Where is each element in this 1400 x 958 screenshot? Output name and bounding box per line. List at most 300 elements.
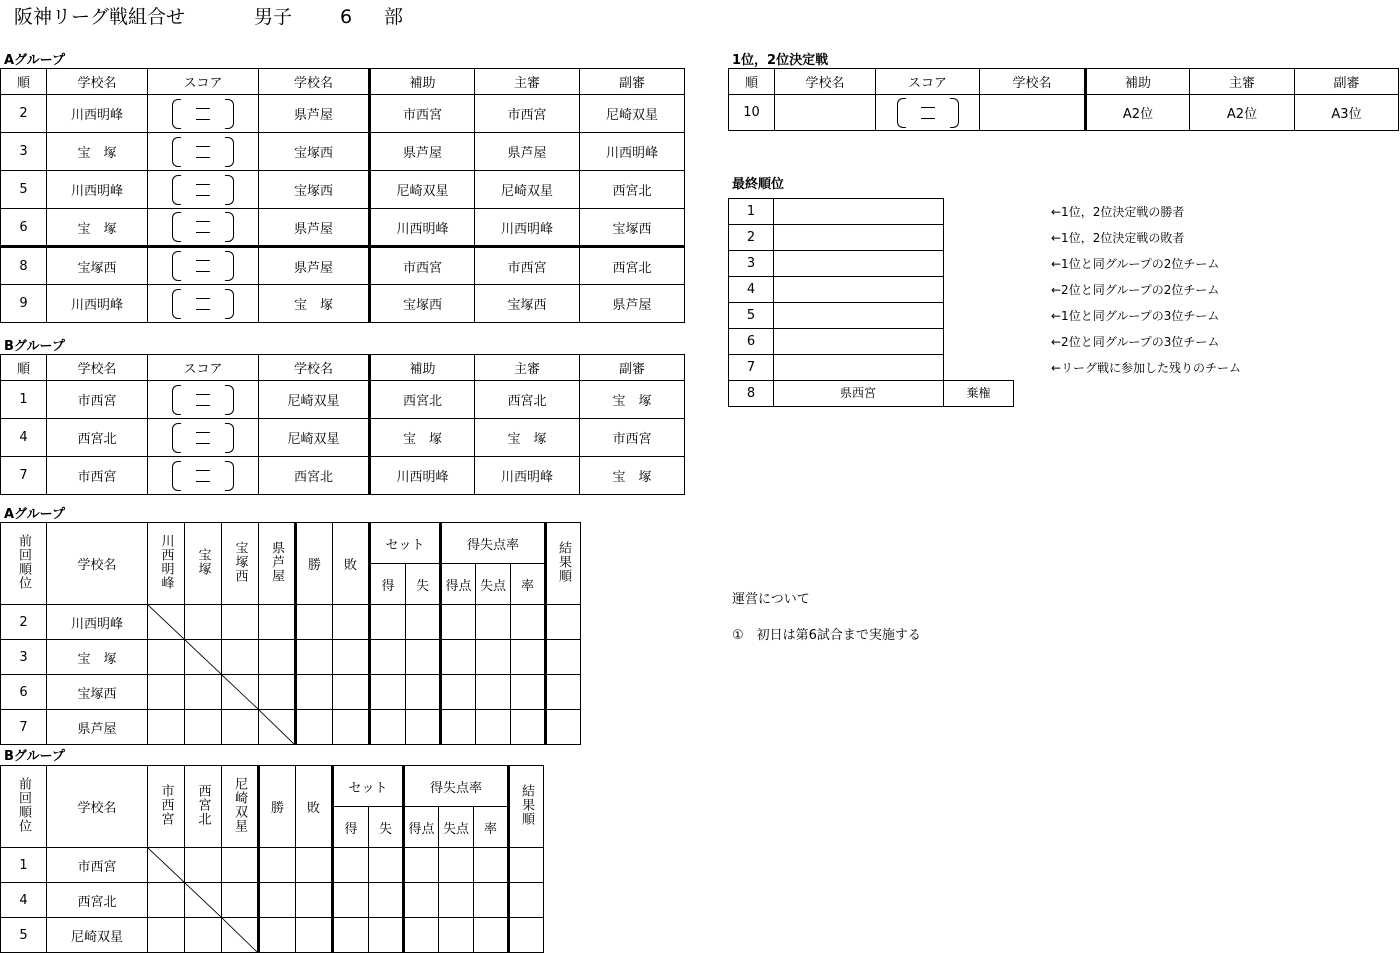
set-won-cell[interactable] bbox=[370, 640, 406, 675]
set-won-cell[interactable] bbox=[370, 675, 406, 710]
prev-rank: 1 bbox=[1, 848, 47, 883]
ranking-school[interactable] bbox=[773, 224, 944, 251]
header-opponent bbox=[222, 523, 259, 605]
header-prev-rank bbox=[1, 766, 47, 848]
points-for-cell[interactable] bbox=[441, 605, 476, 640]
header-sub-referee: 副審 bbox=[580, 355, 685, 381]
set-won-cell[interactable] bbox=[370, 710, 406, 745]
match-number: 10 bbox=[729, 95, 775, 131]
schedule-header-row bbox=[729, 69, 1399, 95]
assist-school: 川西明峰 bbox=[370, 457, 475, 495]
set-won-cell[interactable] bbox=[370, 605, 406, 640]
away-school: 県芦屋 bbox=[259, 209, 370, 247]
header-win: 勝 bbox=[259, 766, 296, 848]
score-bracket bbox=[172, 385, 234, 415]
header-order: 順 bbox=[1, 69, 47, 95]
sub-referee-school: 県芦屋 bbox=[580, 285, 685, 323]
away-school: 尼崎双星 bbox=[259, 381, 370, 419]
final-match-table bbox=[728, 68, 1399, 131]
header-assist: 補助 bbox=[1086, 69, 1190, 95]
match-number: 8 bbox=[1, 247, 47, 285]
home-school: 川西明峰 bbox=[47, 95, 148, 133]
ranking-note: ←リーグ戦に参加した残りのチーム bbox=[1051, 361, 1242, 375]
schedule-row bbox=[1, 381, 685, 419]
self-match-cell bbox=[185, 640, 222, 675]
standings-school: 川西明峰 bbox=[47, 605, 148, 640]
home-school: 西宮北 bbox=[47, 419, 148, 457]
home-school: 宝塚西 bbox=[47, 247, 148, 285]
rate-cell[interactable] bbox=[474, 883, 509, 918]
sub-referee-school: A3位 bbox=[1295, 95, 1399, 131]
win-cell[interactable] bbox=[296, 710, 333, 745]
score-bracket bbox=[172, 289, 234, 319]
header-set: セット bbox=[370, 523, 441, 564]
schedule-row bbox=[1, 419, 685, 457]
rate-cell[interactable] bbox=[511, 675, 546, 710]
header-points-for: 得点 bbox=[404, 807, 439, 848]
set-won-cell[interactable] bbox=[333, 918, 369, 953]
referee-school: 宝 塚 bbox=[475, 419, 580, 457]
result-cell[interactable] bbox=[148, 918, 185, 953]
management-heading: 運営について bbox=[732, 592, 810, 607]
page-title bbox=[14, 2, 403, 29]
prev-rank: 4 bbox=[1, 883, 47, 918]
home-school bbox=[775, 95, 876, 131]
ranking-number: 4 bbox=[728, 276, 774, 303]
result-cell[interactable] bbox=[259, 640, 296, 675]
standings-row bbox=[1, 848, 544, 883]
away-school: 宝塚西 bbox=[259, 133, 370, 171]
win-cell[interactable] bbox=[296, 640, 333, 675]
result-rank-cell[interactable] bbox=[546, 675, 581, 710]
header-opponent bbox=[148, 523, 185, 605]
header-set-won: 得 bbox=[333, 807, 369, 848]
away-school: 県芦屋 bbox=[259, 247, 370, 285]
header-ratio: 得失点率 bbox=[441, 523, 546, 564]
result-cell[interactable] bbox=[185, 675, 222, 710]
standings-header-row bbox=[1, 523, 581, 564]
assist-school: 宝塚西 bbox=[370, 285, 475, 323]
sub-referee-school: 宝 塚 bbox=[580, 381, 685, 419]
points-against-cell[interactable] bbox=[476, 675, 511, 710]
loss-cell[interactable] bbox=[296, 883, 333, 918]
ranking-school[interactable] bbox=[773, 250, 944, 277]
score-cell[interactable] bbox=[148, 209, 259, 247]
header-sub-referee: 副審 bbox=[1295, 69, 1399, 95]
title-division-num: 6 bbox=[340, 6, 353, 28]
away-school: 尼崎双星 bbox=[259, 419, 370, 457]
match-number: 4 bbox=[1, 419, 47, 457]
header-school: 学校名 bbox=[47, 523, 148, 605]
schedule-row bbox=[1, 457, 685, 495]
header-result bbox=[509, 766, 544, 848]
standings-header-row bbox=[1, 766, 544, 807]
home-school: 市西宮 bbox=[47, 381, 148, 419]
ranking-row bbox=[728, 380, 1015, 406]
score-cell[interactable] bbox=[876, 95, 980, 131]
ranking-row bbox=[728, 328, 945, 354]
set-lost-cell[interactable] bbox=[406, 605, 441, 640]
loss-cell[interactable] bbox=[296, 848, 333, 883]
header-loss: 敗 bbox=[333, 523, 370, 605]
header-result bbox=[546, 523, 581, 605]
header-opponent-text: 宝塚西 bbox=[232, 540, 248, 583]
result-rank-cell[interactable] bbox=[509, 918, 544, 953]
header-loss: 敗 bbox=[296, 766, 333, 848]
home-school: 宝 塚 bbox=[47, 209, 148, 247]
ranking-note: ←1位と同グループの2位チーム bbox=[1051, 257, 1220, 271]
final-match-label: 1位，2位決定戦 bbox=[732, 53, 829, 68]
win-cell[interactable] bbox=[259, 918, 296, 953]
score-cell[interactable] bbox=[148, 95, 259, 133]
management-item: ① 初日は第6試合まで実施する bbox=[732, 628, 921, 643]
ranking-row bbox=[728, 276, 945, 302]
away-school: 宝 塚 bbox=[259, 285, 370, 323]
group-a-schedule-table bbox=[0, 68, 685, 323]
header-opponent bbox=[259, 523, 296, 605]
score-bracket bbox=[897, 98, 959, 128]
ranking-number: 6 bbox=[728, 328, 774, 355]
referee-school: 尼崎双星 bbox=[475, 171, 580, 209]
standings-row bbox=[1, 640, 581, 675]
title-division-unit: 部 bbox=[384, 6, 404, 28]
win-cell[interactable] bbox=[259, 883, 296, 918]
result-cell[interactable] bbox=[222, 605, 259, 640]
referee-school: 市西宮 bbox=[475, 247, 580, 285]
header-school-away: 学校名 bbox=[259, 355, 370, 381]
standings-row bbox=[1, 605, 581, 640]
header-school-home: 学校名 bbox=[775, 69, 876, 95]
self-match-cell bbox=[222, 918, 259, 953]
match-number: 5 bbox=[1, 171, 47, 209]
score-cell[interactable] bbox=[148, 285, 259, 323]
ranking-school[interactable] bbox=[773, 328, 944, 355]
header-sub-referee: 副審 bbox=[580, 69, 685, 95]
header-win: 勝 bbox=[296, 523, 333, 605]
win-cell[interactable] bbox=[259, 848, 296, 883]
standings-row bbox=[1, 675, 581, 710]
header-opponent-text: 西宮北 bbox=[195, 783, 211, 826]
sub-referee-school: 宝 塚 bbox=[580, 457, 685, 495]
result-rank-cell[interactable] bbox=[509, 848, 544, 883]
result-cell[interactable] bbox=[148, 710, 185, 745]
header-school-home: 学校名 bbox=[47, 355, 148, 381]
schedule-row bbox=[1, 247, 685, 285]
ranking-note: ←2位と同グループの2位チーム bbox=[1051, 283, 1220, 297]
set-won-cell[interactable] bbox=[333, 883, 369, 918]
loss-cell[interactable] bbox=[333, 605, 370, 640]
set-lost-cell[interactable] bbox=[369, 883, 404, 918]
match-number: 7 bbox=[1, 457, 47, 495]
standings-row bbox=[1, 918, 544, 953]
ranking-number: 7 bbox=[728, 354, 774, 381]
assist-school: 市西宮 bbox=[370, 95, 475, 133]
result-rank-cell[interactable] bbox=[546, 710, 581, 745]
sub-referee-school: 川西明峰 bbox=[580, 133, 685, 171]
standings-school: 宝 塚 bbox=[47, 640, 148, 675]
standings-school: 宝塚西 bbox=[47, 675, 148, 710]
ranking-row bbox=[728, 250, 945, 276]
group-b-standings-label: Bグループ bbox=[4, 749, 65, 764]
result-rank-cell[interactable] bbox=[509, 883, 544, 918]
score-cell[interactable] bbox=[148, 247, 259, 285]
result-cell[interactable] bbox=[259, 675, 296, 710]
rate-cell[interactable] bbox=[511, 640, 546, 675]
referee-school: 市西宮 bbox=[475, 95, 580, 133]
result-rank-cell[interactable] bbox=[546, 640, 581, 675]
ranking-note: ←1位，2位決定戦の敗者 bbox=[1051, 231, 1185, 245]
ranking-school[interactable] bbox=[773, 302, 944, 329]
points-for-cell[interactable] bbox=[441, 710, 476, 745]
assist-school: A2位 bbox=[1086, 95, 1190, 131]
result-cell[interactable] bbox=[185, 605, 222, 640]
result-cell[interactable] bbox=[222, 848, 259, 883]
ranking-school[interactable]: 県西宮 bbox=[773, 380, 944, 407]
set-lost-cell[interactable] bbox=[406, 710, 441, 745]
referee-school: A2位 bbox=[1190, 95, 1295, 131]
header-set-lost: 失 bbox=[406, 564, 441, 605]
home-school: 川西明峰 bbox=[47, 171, 148, 209]
assist-school: 県芦屋 bbox=[370, 133, 475, 171]
group-b-schedule-table bbox=[0, 354, 685, 495]
points-for-cell[interactable] bbox=[404, 883, 439, 918]
group-a-standings-table bbox=[0, 522, 581, 745]
ranking-row bbox=[728, 198, 945, 224]
header-result-text: 結果順 bbox=[519, 783, 534, 826]
ranking-number: 5 bbox=[728, 302, 774, 329]
prev-rank: 6 bbox=[1, 675, 47, 710]
points-for-cell[interactable] bbox=[441, 640, 476, 675]
sub-referee-school: 尼崎双星 bbox=[580, 95, 685, 133]
header-referee: 主審 bbox=[1190, 69, 1295, 95]
points-against-cell[interactable] bbox=[439, 918, 474, 953]
score-cell[interactable] bbox=[148, 133, 259, 171]
ranking-row bbox=[728, 224, 945, 250]
ranking-note: ←1位，2位決定戦の勝者 bbox=[1051, 205, 1185, 219]
match-number: 2 bbox=[1, 95, 47, 133]
header-rate: 率 bbox=[511, 564, 546, 605]
header-opponent bbox=[185, 523, 222, 605]
points-against-cell[interactable] bbox=[439, 848, 474, 883]
header-ratio: 得失点率 bbox=[404, 766, 509, 807]
header-referee: 主審 bbox=[475, 355, 580, 381]
match-number: 3 bbox=[1, 133, 47, 171]
set-lost-cell[interactable] bbox=[369, 918, 404, 953]
header-order: 順 bbox=[729, 69, 775, 95]
schedule-row bbox=[1, 171, 685, 209]
header-school-away: 学校名 bbox=[259, 69, 370, 95]
group-a-standings-label: Aグループ bbox=[4, 507, 66, 522]
group-b-schedule-label: Bグループ bbox=[4, 339, 65, 354]
score-cell[interactable] bbox=[148, 457, 259, 495]
points-against-cell[interactable] bbox=[476, 710, 511, 745]
title-gender: 男子 bbox=[254, 6, 293, 28]
result-cell[interactable] bbox=[259, 605, 296, 640]
referee-school: 宝塚西 bbox=[475, 285, 580, 323]
result-cell[interactable] bbox=[222, 640, 259, 675]
header-assist: 補助 bbox=[370, 355, 475, 381]
ranking-note: ←1位と同グループの3位チーム bbox=[1051, 309, 1220, 323]
standings-school: 尼崎双星 bbox=[47, 918, 148, 953]
ranking-number: 3 bbox=[728, 250, 774, 277]
self-match-cell bbox=[222, 675, 259, 710]
result-cell[interactable] bbox=[185, 848, 222, 883]
self-match-cell bbox=[148, 605, 185, 640]
score-cell[interactable] bbox=[148, 419, 259, 457]
result-cell[interactable] bbox=[222, 883, 259, 918]
win-cell[interactable] bbox=[296, 675, 333, 710]
final-ranking-label: 最終順位 bbox=[732, 177, 785, 192]
group-a-schedule-label: Aグループ bbox=[4, 53, 66, 68]
loss-cell[interactable] bbox=[333, 675, 370, 710]
points-for-cell[interactable] bbox=[404, 848, 439, 883]
set-lost-cell[interactable] bbox=[406, 640, 441, 675]
ranking-row bbox=[728, 354, 945, 380]
header-prev-rank-text: 前回順位 bbox=[16, 533, 31, 590]
score-bracket bbox=[172, 423, 234, 453]
away-school bbox=[980, 95, 1086, 131]
header-order: 順 bbox=[1, 355, 47, 381]
ranking-row bbox=[728, 302, 945, 328]
rate-cell[interactable] bbox=[474, 918, 509, 953]
result-cell[interactable] bbox=[148, 675, 185, 710]
header-school: 学校名 bbox=[47, 766, 148, 848]
schedule-header-row bbox=[1, 355, 685, 381]
loss-cell[interactable] bbox=[333, 710, 370, 745]
header-rate: 率 bbox=[474, 807, 509, 848]
points-against-cell[interactable] bbox=[476, 640, 511, 675]
away-school: 宝塚西 bbox=[259, 171, 370, 209]
header-school-away: 学校名 bbox=[980, 69, 1086, 95]
header-referee: 主審 bbox=[475, 69, 580, 95]
standings-row bbox=[1, 883, 544, 918]
assist-school: 尼崎双星 bbox=[370, 171, 475, 209]
rate-cell[interactable] bbox=[474, 848, 509, 883]
match-number: 1 bbox=[1, 381, 47, 419]
header-opponent-text: 尼崎双星 bbox=[232, 776, 247, 833]
header-opponent-text: 県芦屋 bbox=[269, 540, 284, 583]
standings-row bbox=[1, 710, 581, 745]
ranking-number: 8 bbox=[728, 380, 774, 407]
assist-school: 宝 塚 bbox=[370, 419, 475, 457]
ranking-number: 1 bbox=[728, 198, 774, 225]
header-opponent-text: 市西宮 bbox=[158, 783, 174, 826]
header-opponent bbox=[222, 766, 259, 848]
home-school: 川西明峰 bbox=[47, 285, 148, 323]
result-cell[interactable] bbox=[185, 710, 222, 745]
schedule-row bbox=[1, 285, 685, 323]
rate-cell[interactable] bbox=[511, 710, 546, 745]
header-points-against: 失点 bbox=[439, 807, 474, 848]
win-cell[interactable] bbox=[296, 605, 333, 640]
schedule-row bbox=[1, 209, 685, 247]
self-match-cell bbox=[259, 710, 296, 745]
assist-school: 川西明峰 bbox=[370, 209, 475, 247]
header-set-lost: 失 bbox=[369, 807, 404, 848]
header-set: セット bbox=[333, 766, 404, 807]
self-match-cell bbox=[185, 883, 222, 918]
sub-referee-school: 市西宮 bbox=[580, 419, 685, 457]
result-rank-cell[interactable] bbox=[546, 605, 581, 640]
prev-rank: 3 bbox=[1, 640, 47, 675]
set-lost-cell[interactable] bbox=[369, 848, 404, 883]
header-school-home: 学校名 bbox=[47, 69, 148, 95]
set-lost-cell[interactable] bbox=[406, 675, 441, 710]
result-cell[interactable] bbox=[148, 640, 185, 675]
assist-school: 市西宮 bbox=[370, 247, 475, 285]
header-points-for: 得点 bbox=[441, 564, 476, 605]
score-bracket bbox=[172, 137, 234, 167]
result-cell[interactable] bbox=[222, 710, 259, 745]
score-cell[interactable] bbox=[148, 381, 259, 419]
ranking-extra: 棄権 bbox=[944, 380, 1014, 407]
header-prev-rank-text: 前回順位 bbox=[16, 776, 31, 833]
ranking-school[interactable] bbox=[773, 276, 944, 303]
header-score: スコア bbox=[148, 355, 259, 381]
header-set-won: 得 bbox=[370, 564, 406, 605]
schedule-row bbox=[1, 95, 685, 133]
group-b-standings-table bbox=[0, 765, 544, 953]
header-points-against: 失点 bbox=[476, 564, 511, 605]
result-cell[interactable] bbox=[148, 883, 185, 918]
header-score: スコア bbox=[876, 69, 980, 95]
ranking-school[interactable] bbox=[773, 354, 944, 381]
points-against-cell[interactable] bbox=[439, 883, 474, 918]
loss-cell[interactable] bbox=[296, 918, 333, 953]
schedule-row bbox=[1, 133, 685, 171]
header-assist: 補助 bbox=[370, 69, 475, 95]
result-cell[interactable] bbox=[185, 918, 222, 953]
schedule-header-row bbox=[1, 69, 685, 95]
home-school: 市西宮 bbox=[47, 457, 148, 495]
match-number: 6 bbox=[1, 209, 47, 247]
score-bracket bbox=[172, 461, 234, 491]
ranking-note: ←2位と同グループの3位チーム bbox=[1051, 335, 1220, 349]
points-for-cell[interactable] bbox=[441, 675, 476, 710]
standings-school: 西宮北 bbox=[47, 883, 148, 918]
ranking-number: 2 bbox=[728, 224, 774, 251]
referee-school: 西宮北 bbox=[475, 381, 580, 419]
match-number: 9 bbox=[1, 285, 47, 323]
standings-school: 県芦屋 bbox=[47, 710, 148, 745]
sub-referee-school: 西宮北 bbox=[580, 247, 685, 285]
referee-school: 川西明峰 bbox=[475, 209, 580, 247]
ranking-school[interactable] bbox=[773, 198, 944, 225]
header-result-text: 結果順 bbox=[556, 540, 571, 583]
away-school: 西宮北 bbox=[259, 457, 370, 495]
prev-rank: 5 bbox=[1, 918, 47, 953]
sub-referee-school: 西宮北 bbox=[580, 171, 685, 209]
score-bracket bbox=[172, 175, 234, 205]
set-won-cell[interactable] bbox=[333, 848, 369, 883]
header-prev-rank bbox=[1, 523, 47, 605]
schedule-row bbox=[729, 95, 1399, 131]
header-opponent bbox=[185, 766, 222, 848]
self-match-cell bbox=[148, 848, 185, 883]
score-cell[interactable] bbox=[148, 171, 259, 209]
referee-school: 川西明峰 bbox=[475, 457, 580, 495]
home-school: 宝 塚 bbox=[47, 133, 148, 171]
loss-cell[interactable] bbox=[333, 640, 370, 675]
assist-school: 西宮北 bbox=[370, 381, 475, 419]
header-opponent bbox=[148, 766, 185, 848]
score-bracket bbox=[172, 99, 234, 129]
points-for-cell[interactable] bbox=[404, 918, 439, 953]
rate-cell[interactable] bbox=[511, 605, 546, 640]
title-main: 阪神リーグ戦組合せ bbox=[14, 6, 186, 28]
points-against-cell[interactable] bbox=[476, 605, 511, 640]
score-bracket bbox=[172, 212, 234, 242]
